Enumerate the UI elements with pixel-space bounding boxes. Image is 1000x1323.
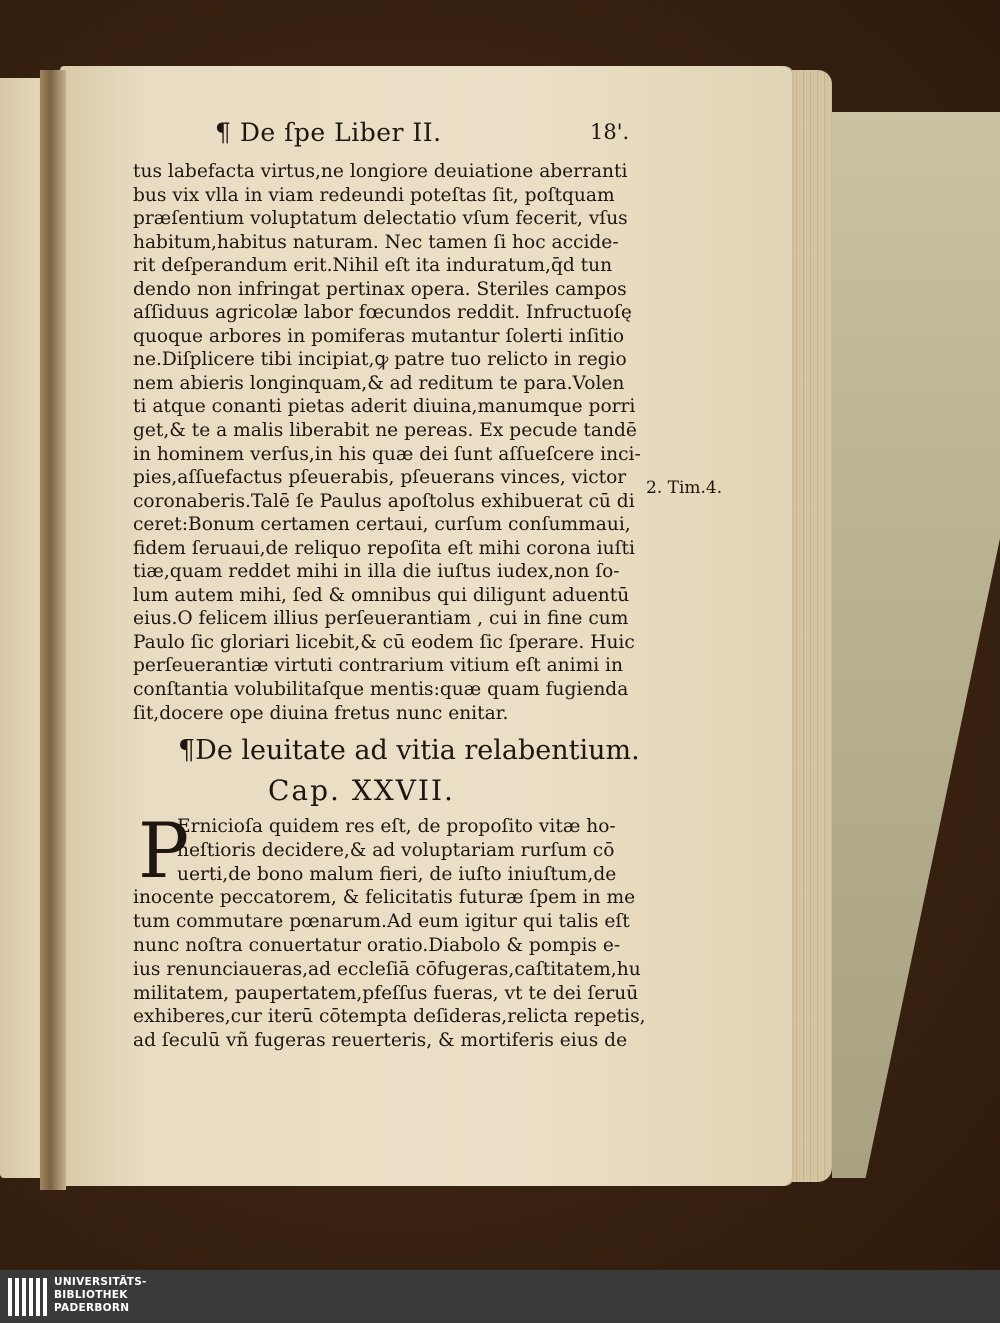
- drop-capital: P: [138, 806, 190, 895]
- text-line: lum autem mihi, ſed & omnibus qui diligunt aduentū: [133, 584, 630, 606]
- text-line: conſtantia volubilitaſque mentis:quæ quam fugienda: [133, 679, 629, 701]
- text-line: ne.Diſplicere tibi incipiat,ꝙ patre tuo relicto in regio: [133, 349, 627, 371]
- text-line: militatem, paupertatem,pfeſſus fueras, vt te dei ſeruū: [133, 982, 639, 1004]
- text-line: ti atque conanti pietas aderit diuina,manumque porri: [133, 396, 636, 418]
- text-line: inocente peccatorem, & felicitatis futuræ ſpem in me: [133, 887, 636, 909]
- text-line: Ernicioſa quidem res eſt, de propoſito vitæ ho-: [177, 816, 616, 837]
- text-line: Paulo ſic gloriari licebit,& cū eodem ſic ſperare. Huic: [133, 631, 635, 653]
- text-line: neſtioris decidere,& ad voluptariam rurſum cō: [177, 839, 615, 861]
- library-footer: [0, 1270, 1000, 1323]
- library-logo-icon: [8, 1278, 48, 1316]
- logo-line: PADERBORN: [54, 1302, 130, 1314]
- text-line: ius renunciaueras,ad eccleſiā cōfugeras,caſtitatem,hu: [133, 958, 641, 980]
- text-line: aſſiduus agricolæ labor fœcundos reddit. Infructuoſę: [133, 302, 632, 324]
- text-line: ſit,docere ope diuina fretus nunc enitar.: [133, 702, 509, 724]
- chapter-title: ¶De leuitate ad vitia relabentium.: [178, 735, 640, 766]
- page-stack-edges: [786, 70, 832, 1182]
- text-line: get,& te a malis liberabit ne pereas. Ex pecude tandē: [133, 420, 637, 442]
- logo-line: UNIVERSITÄTS-: [54, 1276, 147, 1288]
- text-line: coronaberis.Talē ſe Paulus apoſtolus exhibuerat cū di: [133, 490, 635, 512]
- text-line: nem abieris longinquam,& ad reditum te para.Volen: [133, 372, 625, 394]
- text-line: pies,aſſuefactus pſeuerabis, pſeuerans vinces, victor: [133, 467, 627, 489]
- marginal-note: 2. Tim.4.: [646, 478, 723, 498]
- text-line: tus labefacta virtus,ne longiore deuiatione aberranti: [133, 161, 628, 182]
- book-gutter: [40, 70, 66, 1190]
- text-line: præſentium voluptatum delectatio vſum fecerit, vſus: [133, 208, 628, 230]
- chapter-number: Cap. XXVII.: [268, 774, 455, 807]
- text-line: ceret:Bonum certamen certaui, curſum conſummaui,: [133, 514, 631, 536]
- text-line: uerti,de bono malum fieri, de iuſto iniuſtum,de: [177, 863, 617, 885]
- library-logo-text: [54, 1276, 147, 1315]
- text-line: nunc noſtra conuertatur oratio.Diabolo & pompis e-: [133, 934, 621, 956]
- text-line: ad ſeculū vñ fugeras reuerteris, & mortiferis eius de: [133, 1030, 628, 1052]
- text-line: tum commutare pœnarum.Ad eum igitur qui talis eſt: [133, 911, 630, 933]
- text-line: exhiberes,cur iterū cōtempta deſideras,relicta repetis,: [133, 1006, 646, 1028]
- chapter-text: [133, 806, 646, 1053]
- logo-line: BIBLIOTHEK: [54, 1289, 128, 1301]
- text-line: habitum,habitus naturam. Nec tamen ſi hoc accide-: [133, 231, 619, 253]
- text-line: perſeuerantiæ virtuti contrarium vitium eſt animi in: [133, 655, 623, 677]
- text-line: eius.O felicem illius perſeuerantiam , cui in fine cum: [133, 608, 629, 630]
- page-number: 18'.: [590, 120, 630, 144]
- text-line: rit deſperandum erit.Nihil eſt ita induratum,q̄d tun: [133, 255, 613, 277]
- text-line: bus vix vlla in viam redeundi poteſtas ſit, poſtquam: [133, 184, 615, 206]
- text-line: dendo non infringat pertinax opera. Steriles campos: [133, 278, 627, 300]
- text-line: quoque arbores in pomiferas mutantur ſolerti inſitio: [133, 325, 625, 347]
- running-header: ¶ De ſpe Liber II.: [215, 118, 442, 147]
- text-line: tiæ,quam reddet mihi in illa die iuſtus iudex,non ſo-: [133, 561, 620, 583]
- text-line: in hominem verſus,in his quæ dei ſunt aſſueſcere inci-: [133, 443, 641, 465]
- main-text: [133, 160, 641, 725]
- text-line: fidem ſeruaui,de reliquo repoſita eſt mihi corona iuſti: [133, 537, 635, 559]
